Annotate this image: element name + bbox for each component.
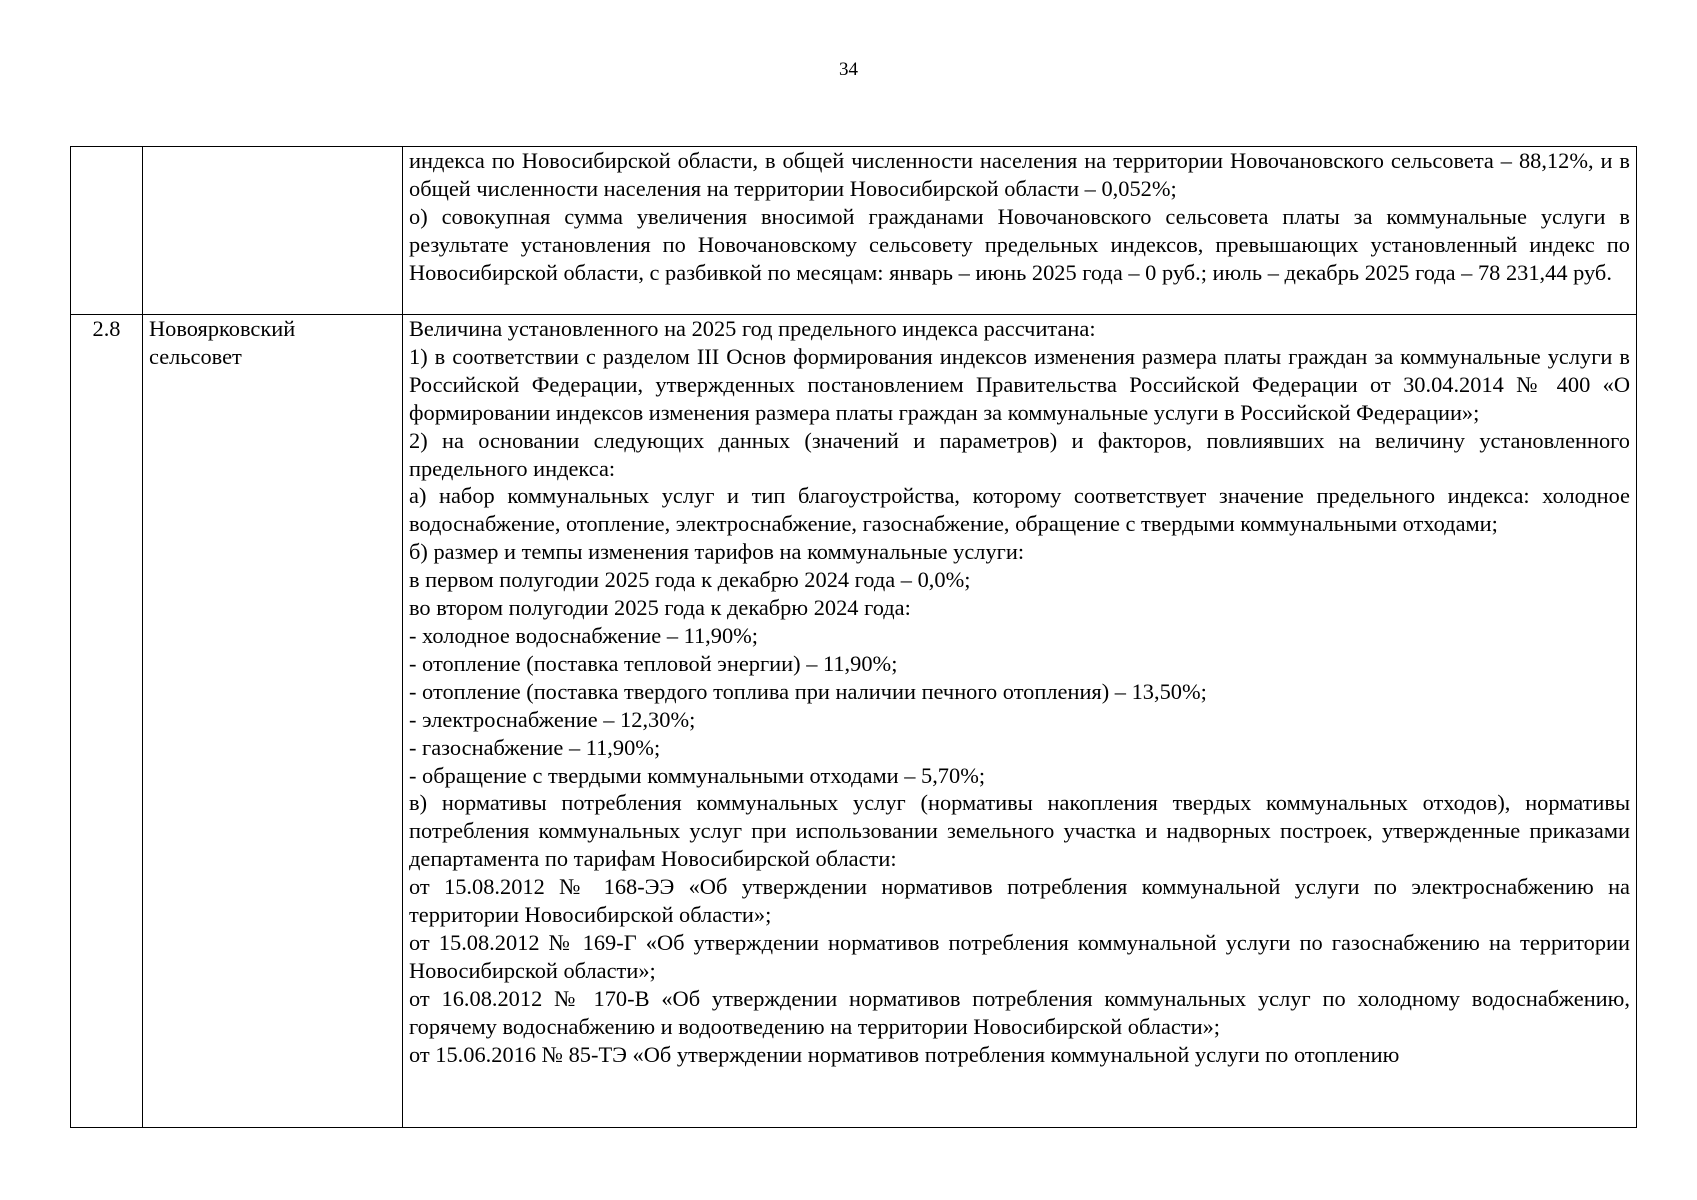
paragraph: от 15.06.2016 № 85-ТЭ «Об утверждении нормативов потребления коммунальной услуги по отоплению [409, 1041, 1400, 1067]
paragraph: 1) в соответствии с разделом III Основ формирования индексов изменения размера платы граждан за коммунальные услуги в Российской Федерации, утвержденных постановлением Правительства Российской Федерации от 30.04.2014 № 400 «О формировании индексов изменения размера платы граждан за коммунальные услуги в Российской Федерации»; [409, 343, 1630, 425]
municipality-name-cell [143, 315, 403, 1128]
paragraph: от 15.08.2012 № 169-Г «Об утверждении нормативов потребления коммунальной услуги по газоснабжению на территории Новосибирской области»; [409, 929, 1630, 983]
paragraph: 2) на основании следующих данных (значений и параметров) и факторов, повлиявших на величину установленного предельного индекса: [409, 427, 1630, 481]
paragraph: - газоснабжение – 11,90%; [409, 734, 661, 760]
row-number-cell [71, 147, 143, 315]
tariff-index-table [70, 146, 1637, 1128]
paragraph: от 16.08.2012 № 170-В «Об утверждении нормативов потребления коммунальных услуг по холодному водоснабжению, горячему водоснабжению и водоотведению на территории Новосибирской области»; [409, 985, 1630, 1039]
paragraph: - обращение с твердыми коммунальными отходами – 5,70%; [409, 762, 986, 788]
paragraph: - холодное водоснабжение – 11,90%; [409, 622, 759, 648]
municipality-name-cell [143, 147, 403, 315]
paragraph: индекса по Новосибирской области, в общей численности населения на территории Новочановского сельсовета – 88,12%, и в общей численности населения на территории Новосибирской области – 0,052%; [409, 148, 1630, 201]
municipality-name-line: сельсовет [149, 343, 242, 369]
paragraph: от 15.08.2012 № 168-ЭЭ «Об утверждении нормативов потребления коммунальной услуги по электроснабжению на территории Новосибирской области»; [409, 874, 1630, 928]
municipality-name-line: Новоярковский [149, 316, 296, 341]
paragraph: в) нормативы потребления коммунальных услуг (нормативы накопления твердых коммунальных отходов), нормативы потребления коммунальных услуг при использовании земельного участка и надворных построек, утвержденные приказами департамента по тарифам Новосибирской области: [409, 790, 1630, 872]
paragraph: Величина установленного на 2025 год предельного индекса рассчитана: [409, 316, 1096, 341]
paragraph: - отопление (поставка тепловой энергии) – 11,90%; [409, 650, 898, 676]
paragraph: - электроснабжение – 12,30%; [409, 706, 696, 732]
paragraph: о) совокупная сумма увеличения вносимой гражданами Новочановского сельсовета платы за коммунальные услуги в результате установления по Новочановскому сельсовету предельных индексов, превышающих установленный индекс по Новосибирской области, с разбивкой по месяцам: январь – июнь 2025 года – 0 руб.; июль – декабрь 2025 года – 78 231,44 руб. [409, 203, 1630, 285]
table-row [71, 147, 1637, 315]
page-number: 34 [839, 59, 858, 80]
row-content-cell [403, 315, 1637, 1128]
paragraph: в первом полугодии 2025 года к декабрю 2024 года – 0,0%; [409, 567, 971, 593]
paragraph: во втором полугодии 2025 года к декабрю 2024 года: [409, 595, 911, 621]
row-number-cell: 2.8 [71, 315, 143, 1128]
paragraph: б) размер и темпы изменения тарифов на коммунальные услуги: [409, 539, 1025, 565]
paragraph: - отопление (поставка твердого топлива при наличии печного отопления) – 13,50%; [409, 678, 1207, 704]
table-row [71, 315, 1637, 1128]
row-content-cell [403, 147, 1637, 315]
paragraph: а) набор коммунальных услуг и тип благоустройства, которому соответствует значение предельного индекса: холодное водоснабжение, отопление, электроснабжение, газоснабжение, обращение с твердыми коммунальными отходами; [409, 483, 1630, 537]
